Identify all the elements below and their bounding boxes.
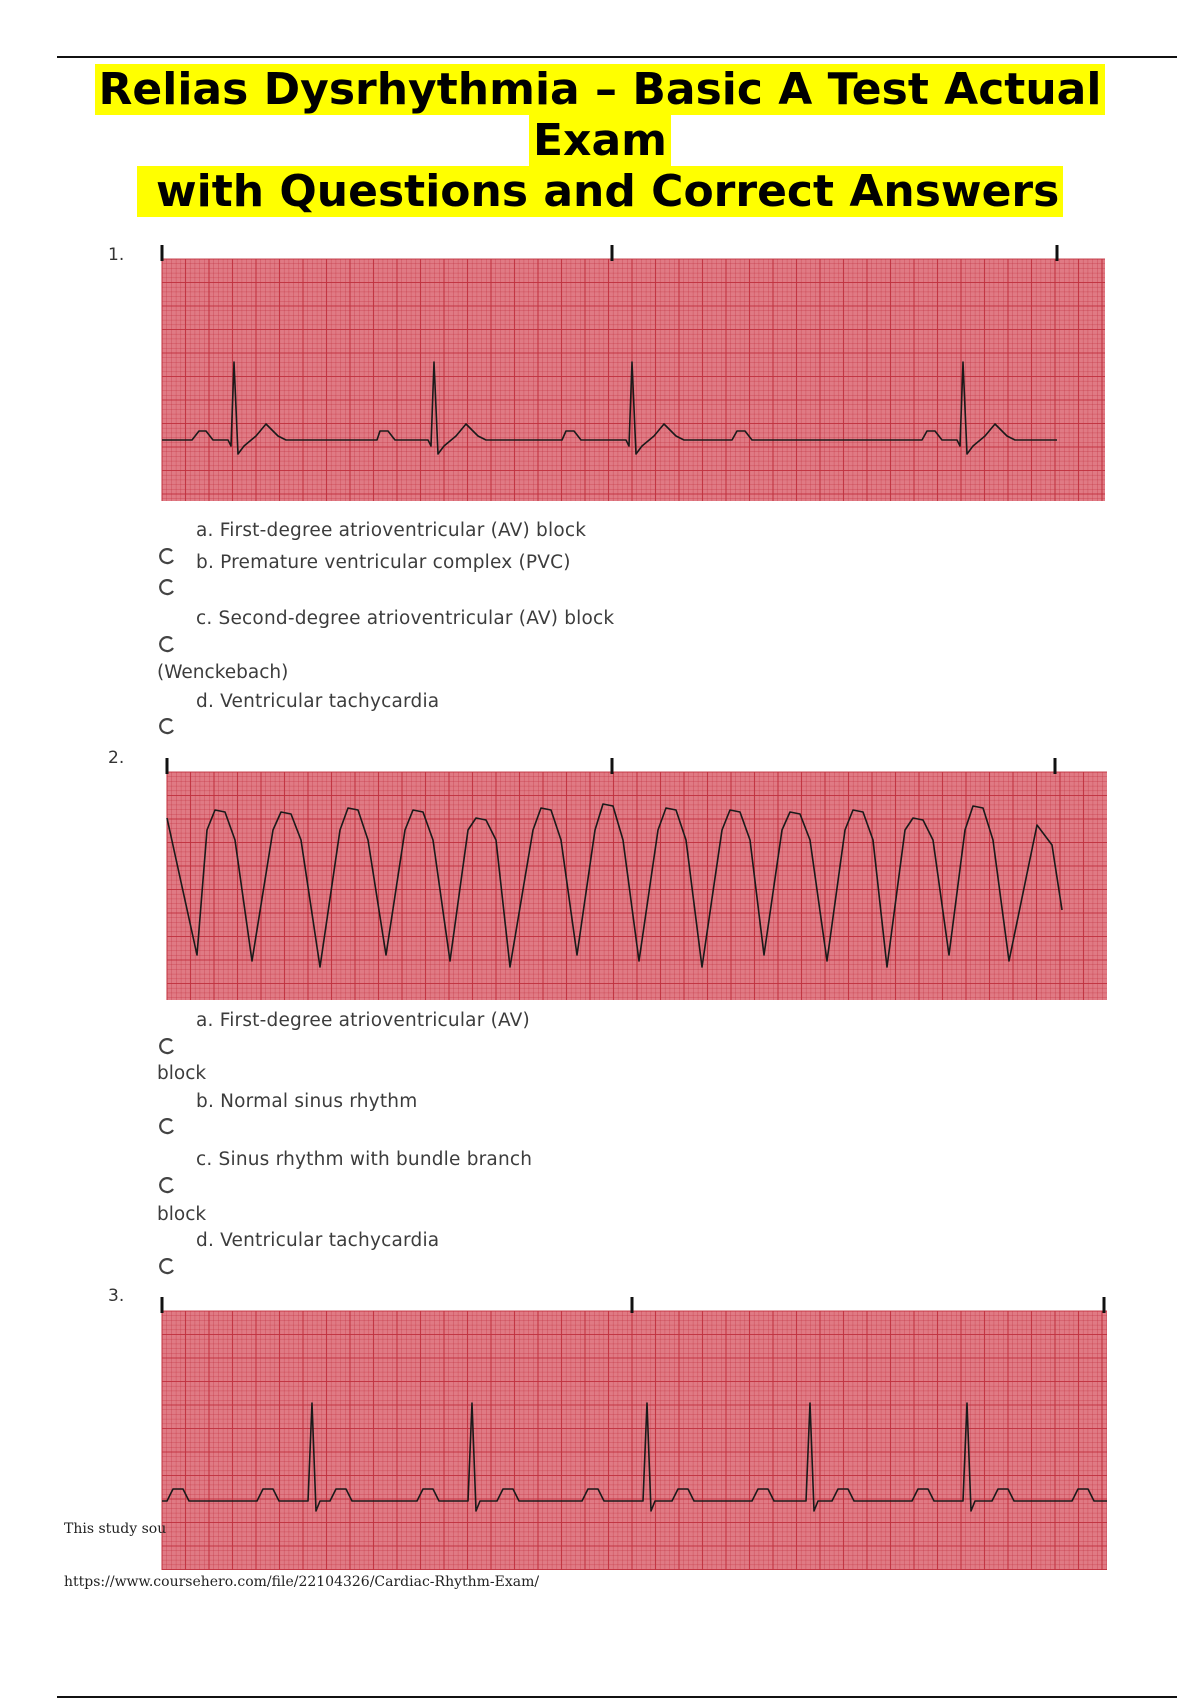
question-1-number: 1. <box>108 245 125 265</box>
bottom-rule <box>57 1696 1177 1698</box>
ecg-strip-1-svg <box>162 245 1105 501</box>
q2-radio-c[interactable] <box>158 1176 176 1194</box>
top-rule <box>57 56 1177 58</box>
q1-radio-c[interactable] <box>158 635 176 653</box>
q2-option-b: b. Normal sinus rhythm <box>196 1091 418 1112</box>
q1-option-c-continued: (Wenckebach) <box>157 662 289 683</box>
q2-radio-b[interactable] <box>158 1117 176 1135</box>
ecg-strip-2 <box>167 758 1107 1000</box>
q1-radio-a[interactable] <box>158 547 176 565</box>
footer-url-link[interactable]: https://www.coursehero.com/file/22104326/Cardiac-Rhythm-Exam/ <box>64 1574 540 1590</box>
title-line-2: Exam <box>0 115 1200 167</box>
q2-option-a-continued: block <box>157 1063 207 1084</box>
q2-option-a: a. First-degree atrioventricular (AV) <box>196 1010 530 1031</box>
q1-option-a: a. First-degree atrioventricular (AV) block <box>196 520 587 541</box>
q2-option-c-continued: block <box>157 1204 207 1225</box>
footer-study-source: This study sou <box>64 1521 167 1537</box>
q1-radio-d[interactable] <box>158 717 176 735</box>
q2-radio-d[interactable] <box>158 1257 176 1275</box>
title-line-1: Relias Dysrhythmia – Basic A Test Actual <box>0 64 1200 116</box>
q2-radio-a[interactable] <box>158 1037 176 1055</box>
q1-option-c: c. Second-degree atrioventricular (AV) block <box>196 608 615 629</box>
title-line-3: with Questions and Correct Answers <box>0 166 1200 218</box>
ecg-strip-3-svg <box>162 1297 1107 1570</box>
ecg-strip-3 <box>162 1297 1107 1570</box>
q1-option-d: d. Ventricular tachycardia <box>196 691 440 712</box>
q1-option-b: b. Premature ventricular complex (PVC) <box>196 552 571 573</box>
q2-option-c: c. Sinus rhythm with bundle branch <box>196 1149 533 1170</box>
question-2-number: 2. <box>108 748 125 768</box>
ecg-strip-2-svg <box>167 758 1107 1000</box>
ecg-strip-1 <box>162 245 1105 501</box>
q1-radio-b[interactable] <box>158 578 176 596</box>
question-3-number: 3. <box>108 1286 125 1306</box>
q2-option-d: d. Ventricular tachycardia <box>196 1230 440 1251</box>
